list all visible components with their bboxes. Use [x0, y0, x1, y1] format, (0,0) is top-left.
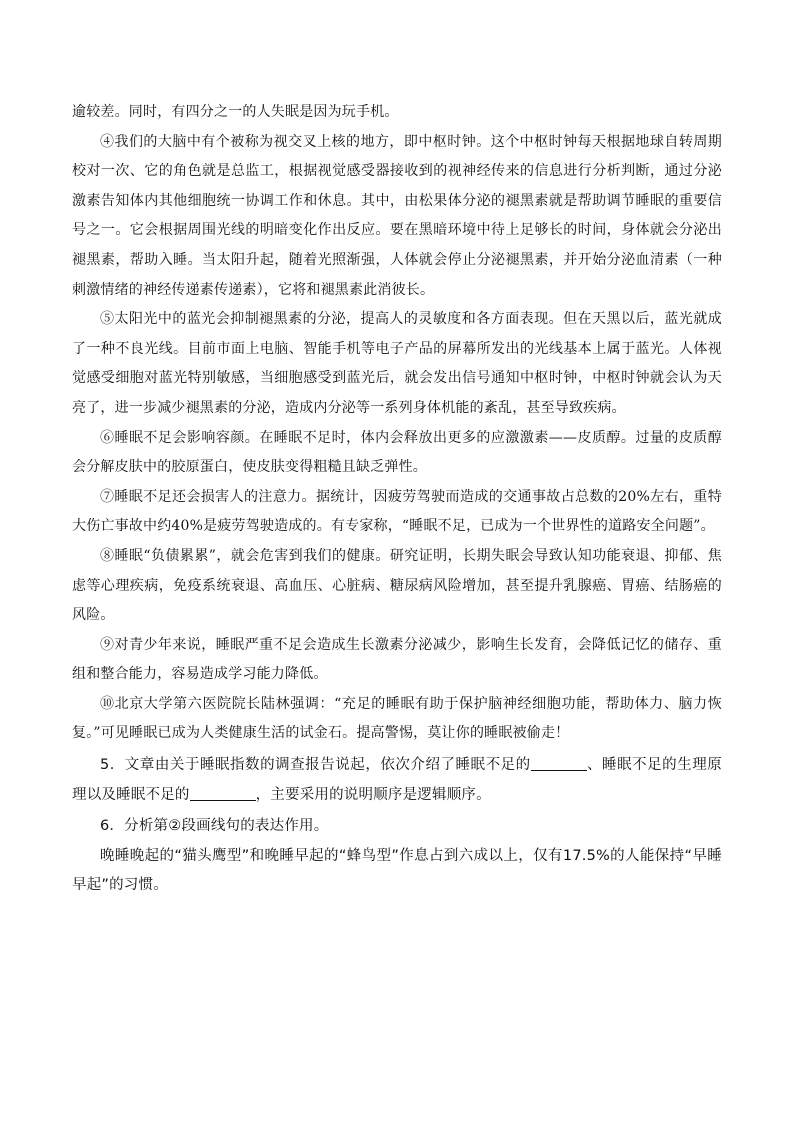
paragraph-7: ⑦睡眠不足还会损害人的注意力。据统计，因疲劳驾驶而造成的交通事故占总数的20%左右，重特大伤亡事故中约40%是疲劳驾驶造成的。有专家称，“睡眠不足，已成为一个世界性的道路安全问题”。 — [72, 488, 722, 535]
paragraph-9: ⑨对青少年来说，睡眠严重不足会造成生长激素分泌减少，影响生长发育，会降低记忆的储存、重组和整合能力，容易造成学习能力降低。 — [72, 636, 722, 683]
question-5-part3: ，主要采用的说明顺序是逻辑顺序。 — [255, 786, 491, 803]
paragraph-continuation: 逾较差。同时，有四分之一的人失眠是因为玩手机。 — [72, 104, 399, 120]
question-6: 6．分析第②段画线句的表达作用。 — [100, 818, 329, 835]
document-content — [72, 98, 722, 901]
question-5-part2: 、睡眠不足的生理原理以及睡眠不足的 — [72, 757, 722, 803]
answer-6: 晚睡晚起的“猫头鹰型”和晚睡早起的“蜂鸟型”作息占到六成以上，仅有17.5%的人能保持“早睡早起”的习惯。 — [72, 847, 722, 894]
paragraph-6: ⑥睡眠不足会影响容颜。在睡眠不足时，体内会释放出更多的应激激素——皮质醇。过量的皮质醇会分解皮肤中的胶原蛋白，使皮肤变得粗糙且缺乏弹性。 — [72, 429, 722, 476]
paragraph-8: ⑧睡眠“负债累累”，就会危害到我们的健康。研究证明，长期失眠会导致认知功能衰退、抑郁、焦虑等心理疾病，免疫系统衰退、高血压、心脏病、糖尿病风险增加，甚至提升乳腺癌、胃癌、结肠癌的风险。 — [72, 547, 722, 624]
question-5-part1: 5．文章由关于睡眠指数的调查报告说起，依次介绍了睡眠不足的 — [100, 757, 531, 774]
paragraph-4: ④我们的大脑中有个被称为视交叉上核的地方，即中枢时钟。这个中枢时钟每天根据地球自转周期校对一次、它的角色就是总监工，根据视觉感受器接收到的视神经传来的信息进行分析判断，通过分泌激素告知体内其他细胞统一协调工作和休息。其中，由松果体分泌的褪黑素就是帮助调节睡眠的重要信号之一。它会根据周围光线的明暗变化作出反应。要在黑暗环境中待上足够长的时间，身体就会分泌出褪黑素，帮助入睡。当太阳升起，随着光照渐强，人体就会停止分泌褪黑素，并开始分泌血清素（一种刺激情绪的神经传递素传递素），它将和褪黑素此消彼长。 — [72, 133, 722, 298]
question-5 — [72, 751, 722, 810]
paragraph-10: ⑩北京大学第六医院院长陆林强调：“充足的睡眠有助于保护脑神经细胞功能，帮助体力、脑力恢复。”可见睡眠已成为人类健康生活的试金石。提高警惕，莫让你的睡眠被偷走！ — [72, 695, 722, 742]
answer-blank-1[interactable] — [531, 754, 587, 771]
paragraph-5: ⑤太阳光中的蓝光会抑制褪黑素的分泌，提高人的灵敏度和各方面表现。但在天黑以后，蓝光就成了一种不良光线。目前市面上电脑、智能手机等电子产品的屏幕所发出的光线基本上属于蓝光。人体视觉感受细胞对蓝光特别敏感，当细胞感受到蓝光后，就会发出信号通知中枢时钟，中枢时钟就会认为天亮了，进一步减少褪黑素的分泌，造成内分泌等一系列身体机能的紊乱，甚至导致疾病。 — [72, 311, 722, 416]
answer-blank-2[interactable] — [190, 784, 256, 801]
